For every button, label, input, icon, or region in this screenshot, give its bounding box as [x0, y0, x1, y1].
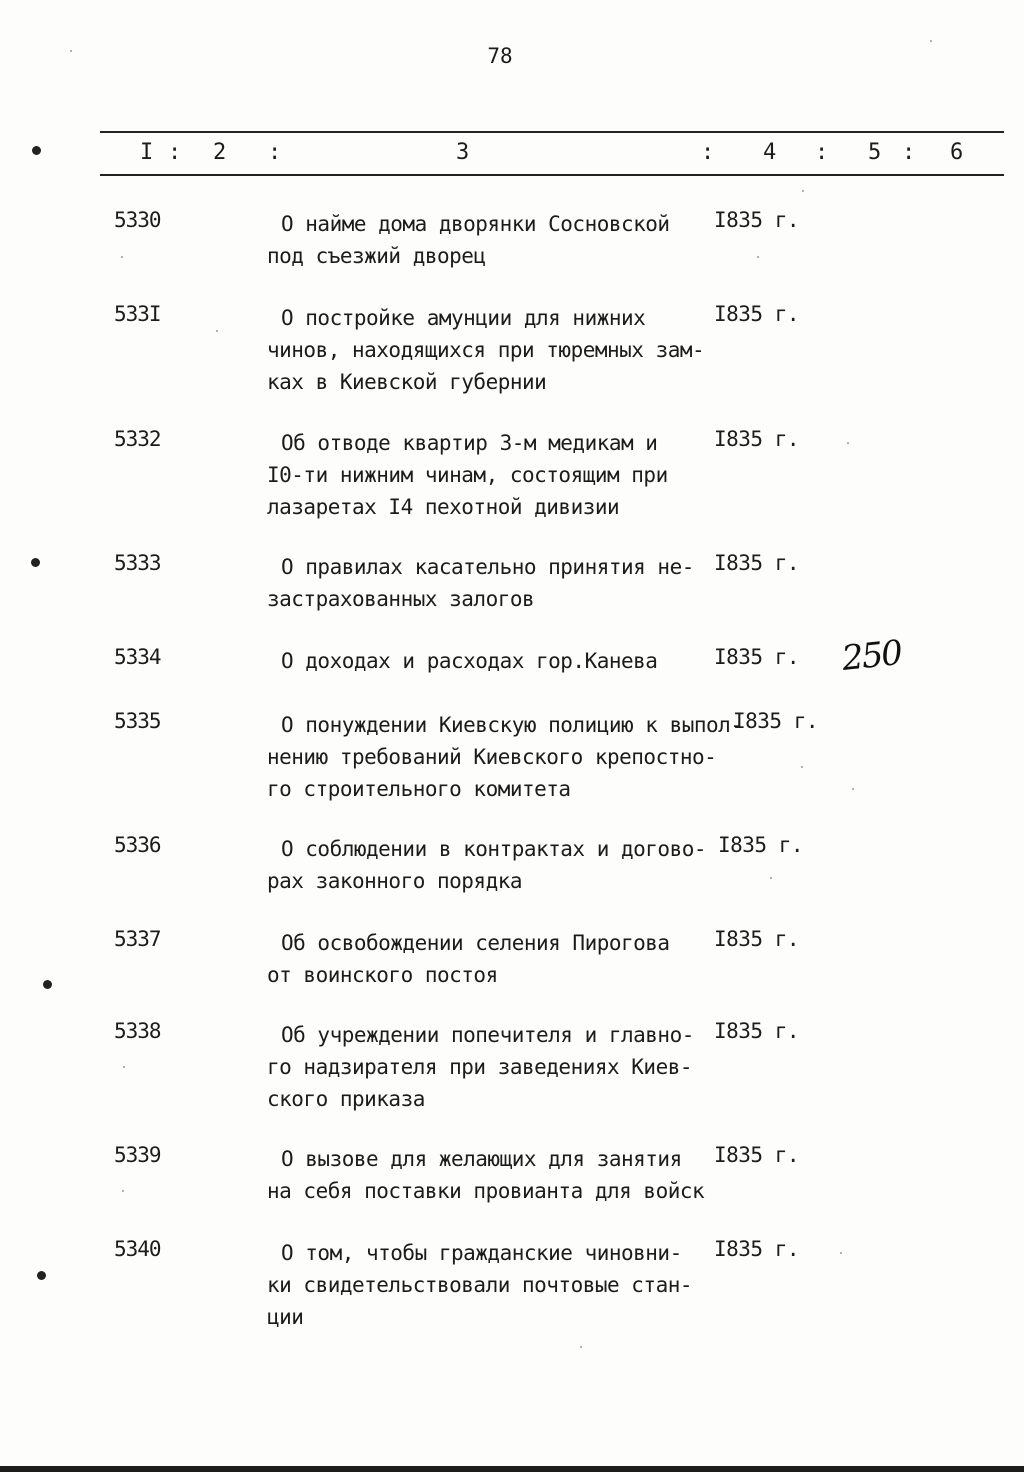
record-title-line: Об отводе квартир 3-м медикам и: [281, 431, 658, 455]
record-year: I835 г.: [718, 833, 804, 857]
record-number: 5340: [114, 1237, 161, 1261]
header-rule-bottom: [100, 174, 1004, 176]
header-separator: :: [701, 140, 715, 165]
record-title-line: от воинского постоя: [267, 963, 498, 987]
punch-hole: [32, 146, 41, 155]
handwritten-note: 250: [840, 633, 903, 679]
record-year: I835 г.: [714, 1143, 800, 1167]
record-title: [267, 833, 747, 897]
record-title: [267, 927, 747, 991]
record-title: [267, 427, 747, 523]
header-separator: :: [815, 140, 829, 165]
record-year: I835 г.: [733, 709, 819, 733]
record-number: 5339: [114, 1143, 161, 1167]
record-title-line: I0-ти нижним чинам, состоящим при: [267, 463, 668, 487]
speck: [770, 877, 772, 879]
record-title-line: Об учреждении попечителя и главно-: [281, 1023, 694, 1047]
record-year: I835 г.: [714, 645, 800, 669]
speck: [930, 40, 932, 42]
record-year: I835 г.: [714, 208, 800, 232]
record-title-line: ки свидетельствовали почтовые стан-: [267, 1273, 693, 1297]
record-title: [267, 551, 747, 615]
record-title: [267, 302, 747, 398]
page-number: 78: [487, 44, 513, 68]
record-title-line: рах законного порядка: [267, 869, 523, 893]
record-title-line: Об освобождении селения Пирогова: [281, 931, 670, 955]
record-title-line: го строительного комитета: [267, 777, 571, 801]
record-title-line: О понуждении Киевскую полицию к выпол-: [281, 713, 743, 737]
record-title: [267, 645, 747, 677]
record-title-line: ского приказа: [267, 1087, 425, 1111]
record-title-line: го надзирателя при заведениях Киев-: [267, 1055, 693, 1079]
speck: [757, 256, 759, 258]
speck: [847, 442, 849, 444]
punch-hole: [43, 980, 52, 989]
record-title: [267, 1019, 747, 1115]
record-title-line: О соблюдении в контрактах и догово-: [281, 837, 707, 861]
record-title-line: ции: [267, 1305, 304, 1329]
record-year: I835 г.: [714, 302, 800, 326]
record-title-line: О вызове для желающих для занятия: [281, 1147, 682, 1171]
record-title: [267, 1237, 747, 1333]
speck: [123, 1066, 125, 1068]
header-rule-top: [100, 131, 1004, 133]
record-year: I835 г.: [714, 427, 800, 451]
record-number: 5338: [114, 1019, 161, 1043]
speck: [840, 1252, 842, 1254]
header-separator: :: [902, 140, 916, 165]
speck: [802, 190, 804, 192]
header-separator: :: [268, 140, 282, 165]
record-title-line: О том, чтобы гражданские чиновни-: [281, 1241, 682, 1265]
record-title: [267, 208, 747, 272]
record-number: 533I: [114, 302, 161, 326]
record-year: I835 г.: [714, 927, 800, 951]
speck: [801, 766, 803, 768]
header-col3: 3: [456, 140, 470, 165]
record-title-line: застрахованных залогов: [267, 587, 535, 611]
record-title: [267, 709, 747, 805]
record-title-line: О правилах касательно принятия не-: [281, 555, 694, 579]
record-title-line: ках в Киевской губернии: [267, 370, 547, 394]
record-year: I835 г.: [714, 1237, 800, 1261]
record-title-line: под съезжий дворец: [267, 244, 486, 268]
header-col4: 4: [763, 140, 777, 165]
record-title-line: лазаретах I4 пехотной дивизии: [267, 495, 620, 519]
header-col2: 2: [213, 140, 227, 165]
record-year: I835 г.: [714, 1019, 800, 1043]
punch-hole: [31, 558, 40, 567]
record-number: 5335: [114, 709, 161, 733]
record-title-line: О постройке амунции для нижних: [281, 306, 646, 330]
record-title-line: О доходах и расходах гор.Канева: [281, 649, 658, 673]
speck: [580, 1346, 582, 1348]
header-col1: I: [140, 140, 154, 165]
record-number: 5337: [114, 927, 161, 951]
record-title-line: чинов, находящихся при тюремных зам-: [267, 338, 705, 362]
record-title: [267, 1143, 747, 1207]
speck: [216, 330, 218, 332]
header-col6: 6: [950, 140, 964, 165]
record-year: I835 г.: [714, 551, 800, 575]
speck: [70, 50, 72, 52]
record-title-line: на себя поставки провианта для войск: [267, 1179, 705, 1203]
header-col5: 5: [868, 140, 882, 165]
speck: [121, 256, 123, 258]
record-number: 5330: [114, 208, 161, 232]
header-separator: :: [168, 140, 182, 165]
speck: [122, 1190, 124, 1192]
record-title-line: О найме дома дворянки Сосновской: [281, 212, 670, 236]
punch-hole: [37, 1271, 46, 1280]
record-title-line: нению требований Киевского крепостно-: [267, 745, 717, 769]
speck: [852, 788, 854, 790]
record-number: 5334: [114, 645, 161, 669]
record-number: 5333: [114, 551, 161, 575]
bottom-edge: [0, 1466, 1024, 1472]
record-number: 5332: [114, 427, 161, 451]
record-number: 5336: [114, 833, 161, 857]
